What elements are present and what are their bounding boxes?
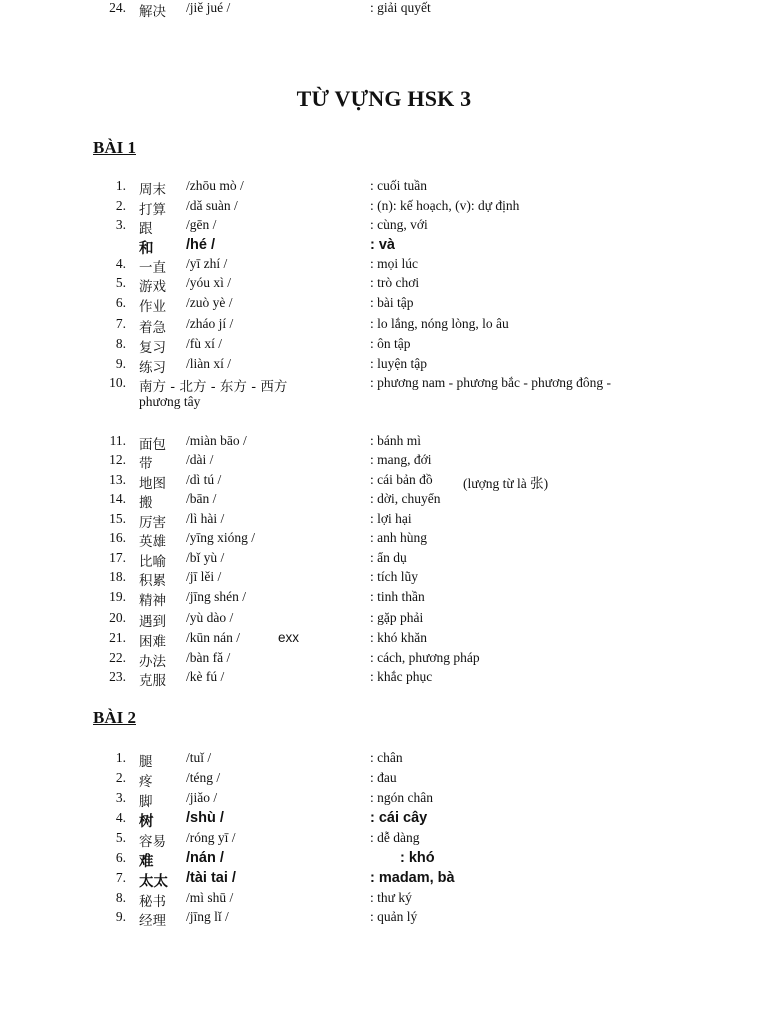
vocab-row <box>0 295 768 315</box>
vocab-pinyin: /yī zhí / <box>186 256 228 271</box>
vocab-row <box>0 0 768 20</box>
vocab-number: 3. <box>115 790 126 805</box>
vocab-row <box>0 316 768 336</box>
vocab-number: 8. <box>115 336 126 351</box>
vocab-pinyin: /fù xí / <box>186 336 222 351</box>
vocab-hanzi: 复习 <box>139 340 166 356</box>
vocab-row <box>0 589 768 609</box>
vocab-row <box>0 669 768 689</box>
vocab-meaning: : cùng, với <box>370 217 428 232</box>
vocab-pinyin: /bàn fǎ / <box>186 650 231 665</box>
vocab-row <box>0 375 768 395</box>
vocab-number: 2. <box>115 198 126 213</box>
vocab-pinyin: /tuǐ / <box>186 750 212 765</box>
vocab-number: 8. <box>115 890 126 905</box>
vocab-hanzi: 疼 <box>139 774 153 790</box>
vocab-pinyin: /yīng xióng / <box>186 530 256 545</box>
vocab-pinyin: /dì tú / <box>186 472 222 487</box>
vocab-row <box>0 511 768 531</box>
vocab-hanzi: 练习 <box>139 360 166 376</box>
vocab-hanzi: 腿 <box>139 754 153 770</box>
vocab-pinyin: /zhōu mò / <box>186 178 244 193</box>
vocab-meaning: : tinh thần <box>370 589 425 604</box>
vocab-pinyin: /gēn / <box>186 217 217 232</box>
vocab-pinyin: /jiǎo / <box>186 790 218 805</box>
vocab-hanzi: 秘书 <box>139 894 166 910</box>
vocab-meaning: : khắc phục <box>370 669 433 684</box>
vocab-pinyin: /róng yī / <box>186 830 236 845</box>
vocab-meaning: : cái cây <box>370 810 428 826</box>
vocab-number: 10. <box>109 375 126 390</box>
vocab-meaning: : và <box>370 237 395 253</box>
vocab-row <box>0 830 768 850</box>
vocab-meaning: : lợi hại <box>370 511 412 526</box>
vocab-row <box>0 790 768 810</box>
vocab-pinyin: /nán / <box>186 850 224 866</box>
vocab-pinyin: /mì shū / <box>186 890 234 905</box>
vocab-meaning: : đau <box>370 770 397 785</box>
vocab-number: 21. <box>109 630 126 645</box>
vocab-number: 1. <box>115 750 126 765</box>
vocab-number: 1. <box>115 178 126 193</box>
vocab-pinyin: /jiě jué / <box>186 0 231 15</box>
vocab-hanzi: 跟 <box>139 221 153 237</box>
vocab-row <box>0 237 768 257</box>
vocab-row <box>0 750 768 770</box>
vocab-number: 23. <box>109 669 126 684</box>
vocab-pinyin: /kè fú / <box>186 669 225 684</box>
vocab-number: 5. <box>115 275 126 290</box>
vocab-hanzi: 面包 <box>139 437 166 453</box>
vocab-row <box>0 198 768 218</box>
vocab-meaning: : khó <box>400 850 435 866</box>
vocab-row <box>0 217 768 237</box>
vocab-row <box>0 256 768 276</box>
vocab-number: 3. <box>115 217 126 232</box>
vocab-hanzi: 搬 <box>139 495 153 511</box>
vocab-row <box>0 550 768 570</box>
vocab-number: 17. <box>109 550 126 565</box>
vocab-number: 14. <box>109 491 126 506</box>
vocab-hanzi: 克服 <box>139 673 166 689</box>
vocab-hanzi: 厉害 <box>139 515 166 531</box>
vocab-pinyin: /jīng shén / <box>186 589 246 604</box>
vocab-meaning: : cách, phương pháp <box>370 650 480 665</box>
vocab-number: 6. <box>115 850 126 865</box>
vocab-meaning: : chân <box>370 750 403 765</box>
vocab-row <box>0 810 768 830</box>
lesson-1-heading: BÀI 1 <box>93 138 136 157</box>
vocab-meaning: : mang, đới <box>370 452 432 467</box>
vocab-meaning: : dễ dàng <box>370 830 420 845</box>
vocab-number: 18. <box>109 569 126 584</box>
vocab-number: 9. <box>115 909 126 924</box>
vocab-hanzi: 难 <box>139 854 154 870</box>
vocab-hanzi: 困难 <box>139 634 166 650</box>
vocab-number: 6. <box>115 295 126 310</box>
vocab-number: 4. <box>115 810 126 825</box>
vocab-pinyin: /bǐ yù / <box>186 550 225 565</box>
vocab-meaning: : dời, chuyển <box>370 491 441 506</box>
vocab-row <box>0 433 768 453</box>
vocab-note: (lượng từ là 张) <box>463 476 549 491</box>
vocab-number: 12. <box>109 452 126 467</box>
vocab-number: 19. <box>109 589 126 604</box>
vocab-meaning: : anh hùng <box>370 530 427 545</box>
vocab-hanzi: 比喻 <box>139 554 166 570</box>
vocab-pinyin: /shù / <box>186 810 224 826</box>
vocab-row <box>0 610 768 630</box>
vocab-row <box>0 336 768 356</box>
vocab-meaning: : mọi lúc <box>370 256 418 271</box>
vocab-row <box>0 870 768 890</box>
vocab-row <box>0 890 768 910</box>
vocab-meaning: : lo lắng, nóng lòng, lo âu <box>370 316 509 331</box>
vocab-pinyin: /zháo jí / <box>186 316 234 331</box>
vocab-pinyin: /jīng lǐ / <box>186 909 229 924</box>
vocab-number: 7. <box>115 316 126 331</box>
vocab-pinyin: /yóu xì / <box>186 275 232 290</box>
vocab-hanzi: 遇到 <box>139 614 166 630</box>
vocab-hanzi: 作业 <box>139 299 166 315</box>
vocab-number: 7. <box>115 870 126 885</box>
vocab-number: 16. <box>109 530 126 545</box>
vocab-row <box>0 472 768 492</box>
vocab-hanzi: 带 <box>139 456 153 472</box>
vocab-pinyin: /bān / <box>186 491 217 506</box>
vocab-hanzi: 经理 <box>139 913 166 929</box>
vocab-continuation: phương tây <box>139 394 201 409</box>
vocab-pinyin: /jī lěi / <box>186 569 222 584</box>
vocab-row <box>0 491 768 511</box>
vocab-row <box>0 630 768 650</box>
vocab-hanzi: 南方 - 北方 - 东方 - 西方 <box>139 379 288 395</box>
vocab-meaning: : (n): kế hoạch, (v): dự định <box>370 198 520 213</box>
vocab-number: 24. <box>109 0 126 15</box>
vocab-row <box>0 909 768 929</box>
vocab-pinyin: /hé / <box>186 237 216 253</box>
vocab-meaning: : phương nam - phương bắc - phương đông - <box>370 375 611 390</box>
vocab-hanzi: 打算 <box>139 202 166 218</box>
vocab-row <box>0 569 768 589</box>
vocab-meaning: : ôn tập <box>370 336 411 351</box>
vocab-hanzi: 太太 <box>139 874 168 890</box>
vocab-meaning: : cái bản đồ <box>370 472 433 487</box>
vocab-pinyin: /tài tai / <box>186 870 236 886</box>
vocab-number: 22. <box>109 650 126 665</box>
vocab-number: 20. <box>109 610 126 625</box>
vocab-meaning: : ẩn dụ <box>370 550 407 565</box>
vocab-meaning: : bánh mì <box>370 433 421 448</box>
vocab-row <box>0 452 768 472</box>
vocab-hanzi: 和 <box>139 241 154 257</box>
vocab-hanzi: 一直 <box>139 260 166 276</box>
vocab-hanzi: 树 <box>139 814 154 830</box>
vocab-row <box>0 770 768 790</box>
vocab-hanzi: 容易 <box>139 834 166 850</box>
vocab-number: 2. <box>115 770 126 785</box>
vocab-hanzi: 着急 <box>139 320 166 336</box>
vocab-hanzi: 解决 <box>139 4 166 20</box>
vocab-pinyin: /zuò yè / <box>186 295 233 310</box>
vocab-hanzi: 脚 <box>139 794 153 810</box>
vocab-number: 15. <box>109 511 126 526</box>
vocab-row <box>0 650 768 670</box>
vocab-hanzi: 积累 <box>139 573 166 589</box>
vocab-pinyin: /kūn nán / <box>186 630 240 645</box>
vocab-row <box>0 356 768 376</box>
vocab-hanzi: 游戏 <box>139 279 166 295</box>
vocab-meaning: : quản lý <box>370 909 418 924</box>
vocab-meaning: : luyện tập <box>370 356 427 371</box>
vocab-number: 13. <box>109 472 126 487</box>
vocab-pinyin: /dǎ suàn / <box>186 198 238 213</box>
vocab-row <box>0 530 768 550</box>
vocab-meaning: : khó khăn <box>370 630 427 645</box>
vocab-hanzi: 周末 <box>139 182 166 198</box>
vocab-pinyin: /lì hài / <box>186 511 225 526</box>
vocab-meaning: : thư ký <box>370 890 412 905</box>
vocab-hanzi: 地图 <box>139 476 166 492</box>
vocab-number: 9. <box>115 356 126 371</box>
vocab-meaning: : giải quyết <box>370 0 431 15</box>
vocab-pinyin: /téng / <box>186 770 221 785</box>
document-title: TỪ VỰNG HSK 3 <box>296 86 472 111</box>
vocab-row <box>0 178 768 198</box>
vocab-hanzi: 精神 <box>139 593 166 609</box>
vocab-pinyin: /miàn bāo / <box>186 433 247 448</box>
vocab-row <box>0 275 768 295</box>
vocab-meaning: : trò chơi <box>370 275 420 290</box>
vocab-row <box>0 850 768 870</box>
vocab-meaning: : cuối tuần <box>370 178 427 193</box>
vocab-meaning: : tích lũy <box>370 569 418 584</box>
vocab-pinyin: /dài / <box>186 452 214 467</box>
vocab-meaning: : bài tập <box>370 295 414 310</box>
vocab-number: 11. <box>109 433 126 448</box>
vocab-pinyin: /liàn xí / <box>186 356 231 371</box>
vocab-extra: exx <box>278 630 300 645</box>
vocab-hanzi: 办法 <box>139 654 166 670</box>
vocab-number: 4. <box>115 256 126 271</box>
vocab-pinyin: /yù dào / <box>186 610 234 625</box>
vocab-number: 5. <box>115 830 126 845</box>
vocab-meaning: : gặp phải <box>370 610 424 625</box>
vocab-meaning: : madam, bà <box>370 870 455 886</box>
vocab-meaning: : ngón chân <box>370 790 433 805</box>
lesson-2-heading: BÀI 2 <box>93 708 136 727</box>
vocab-hanzi: 英雄 <box>139 534 166 550</box>
